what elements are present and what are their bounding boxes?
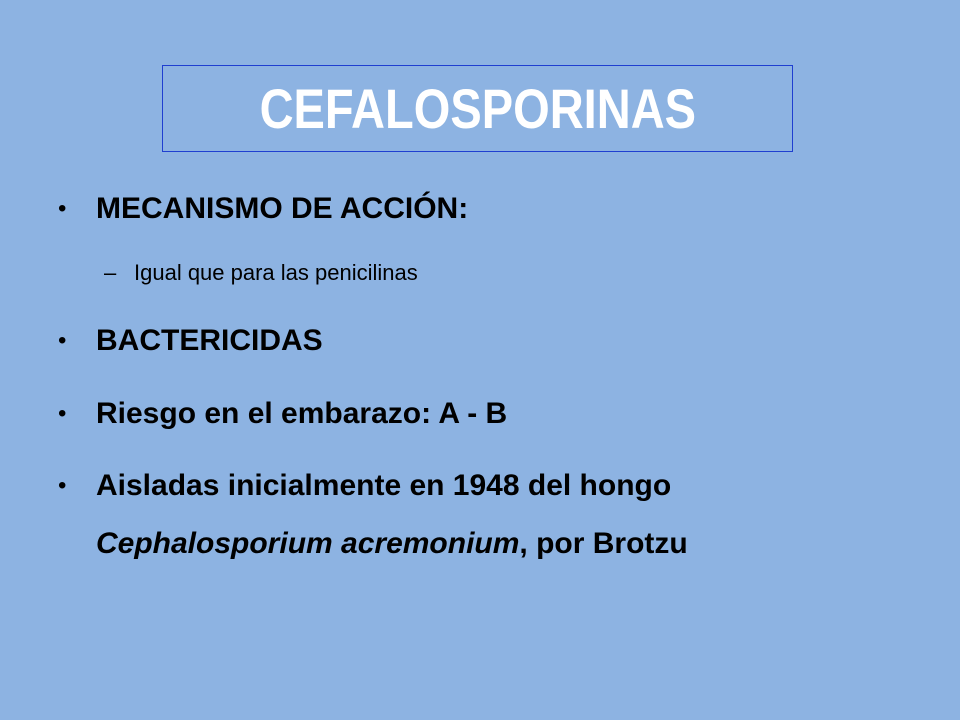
bullet-icon: •: [58, 195, 67, 222]
slide-title: CEFALOSPORINAS: [259, 76, 696, 140]
bullet-bactericidal-text: BACTERICIDAS: [96, 324, 323, 357]
bullet-origin-line-2: [96, 520, 688, 568]
fungus-name: Cephalosporium acremonium: [96, 527, 520, 560]
bullet-icon: •: [58, 327, 67, 354]
bullet-icon: •: [58, 400, 67, 427]
bullet-icon: •: [58, 472, 67, 499]
bullet-pregnancy-risk-text: Riesgo en el embarazo: A - B: [96, 397, 508, 430]
bullet-mechanism-text: MECANISMO DE ACCIÓN:: [96, 192, 469, 225]
bullet-origin-tail: , por Brotzu: [519, 527, 688, 560]
sub-bullet-text: Igual que para las penicilinas: [134, 260, 418, 285]
dash-icon: –: [104, 260, 117, 285]
bullet-origin-line-1: Aisladas inicialmente en 1948 del hongo: [96, 469, 672, 502]
title-box: [162, 65, 793, 152]
